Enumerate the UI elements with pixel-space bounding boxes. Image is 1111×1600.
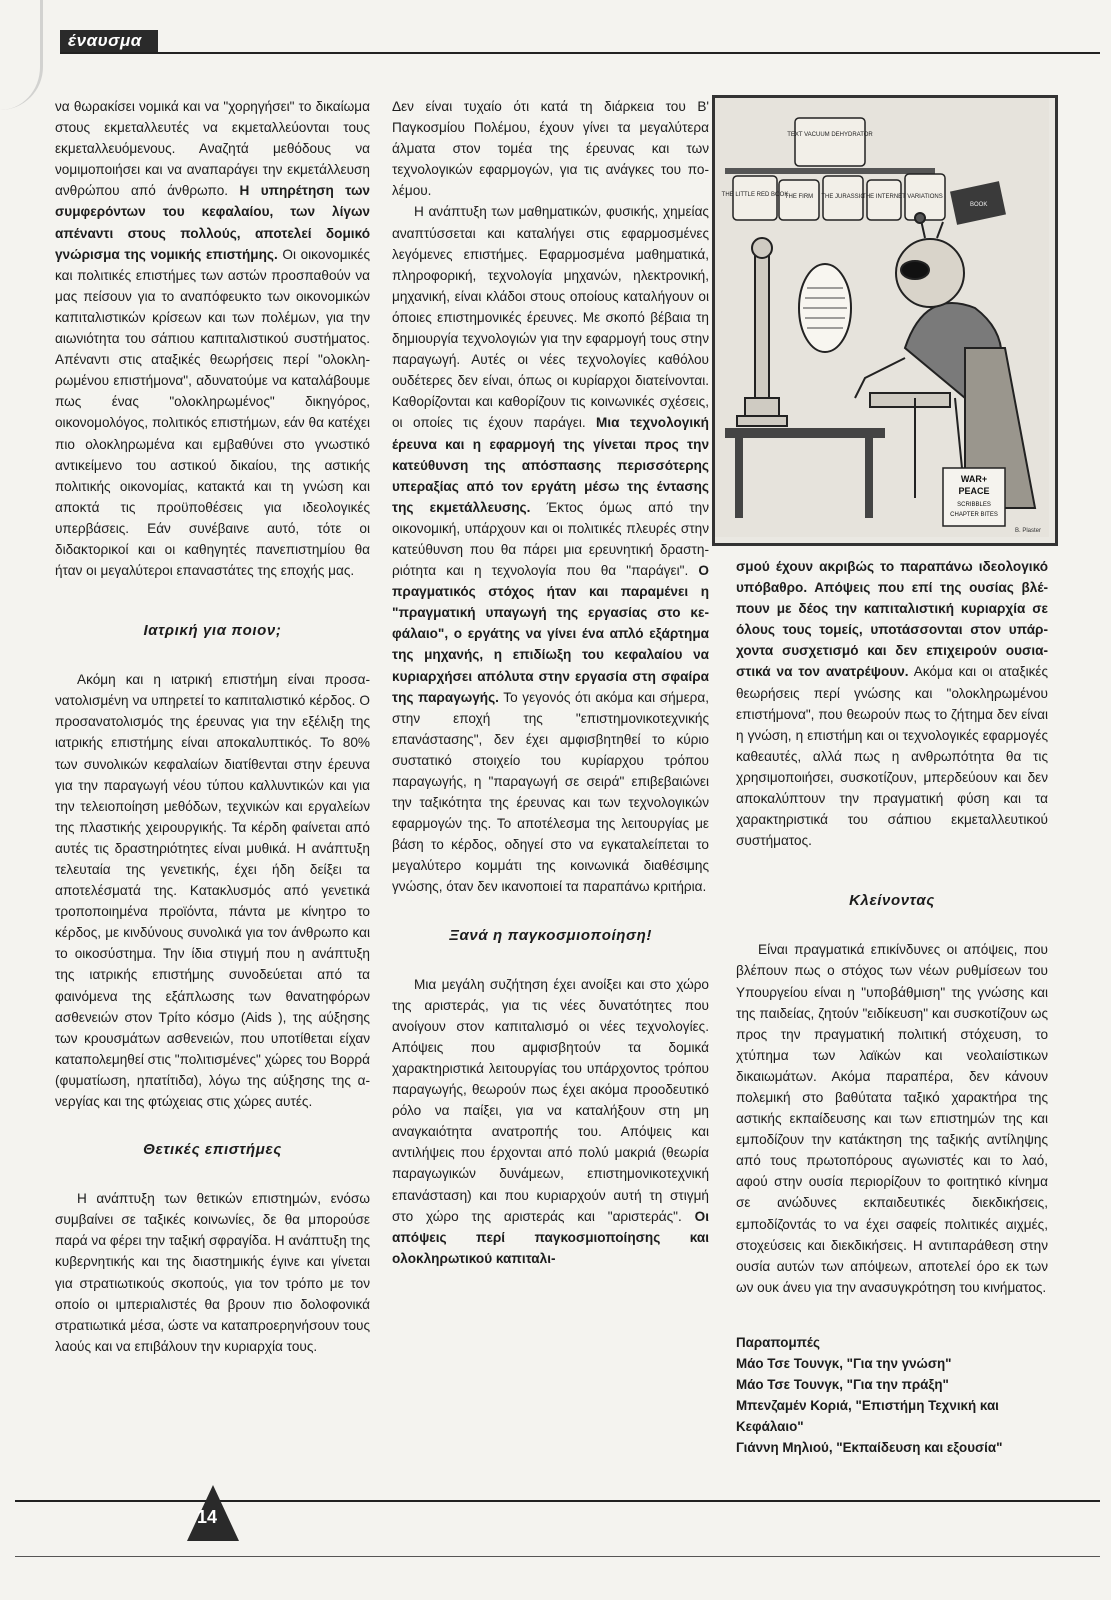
sign-text: SCRIBBLES [957, 502, 991, 508]
text-run-bold: σμού έχουν ακριβώς το παραπάνω ιδεολογικό υπόβαθρο. Απόψεις που επί της ουσίας βλέπουν με δέος την καπιταλιστική κυριαρχία σε όλους τους τομείς, υποτάσσονται στον υπάρχοντα συσχετισμό και δεν επιχειρούν ουσιαστικά να τον ανατρέψουν. [736, 559, 1048, 680]
paragraph: Η ανάπτυξη των θετικών επιστημών, ενόσω συμβαίνει σε ταξικές κοινωνίες, δε θα μπορούσε παρά να φέρει την ταξική σφραγίδα. Η ανάπτυξη της κυβερνητικής και της διαστημικής έγινε και γίνεται για στρατιωτικούς σκοπούς, για τον τρόπο με τον οποίο οι ιμπεριαλιστές θα βρουν πιο δολοφονικά στρατιωτικά μέσα, ώστε να καταπροερηνήσουν τους λαούς και να επιβάλουν την κυριαρχία τους. [55, 1191, 370, 1354]
text-run: Ακόμα και οι αταξικές θεωρήσεις περί γνώσης και "ολοκληρωμένου επιστήμονα", που θεωρούν πως το ζήτημα δεν είναι η γνώση, η επιστήμη και οι τεχνολογικές εφαρμογές καθεαυτές, αλλά πως η ανθρωπότητα θα τις χρησιμοποιήσει, συσκοτίζουν, μπερδεύουν και δεν αποκαλύπτουν την πραγματική φύση και τα χαρακτηριστικά του σάπιου εκμεταλλευτικού συστήματος. [736, 664, 1049, 849]
paragraph [392, 974, 709, 1269]
subheading-globalization: Ξανά η παγκοσμιοποίηση! [449, 926, 652, 944]
footer-rule [15, 1500, 1100, 1502]
sign-text: PEACE [958, 486, 990, 496]
subheading-medicine: Ιατρική για ποιον; [143, 622, 282, 640]
jar-label: THE JURASSIC [821, 194, 865, 200]
corner-decoration [0, 0, 43, 110]
text-run: Μια μεγάλη συζήτηση έχει ανοίξει και στο χώρο της αριστεράς, για τις νέες δυνατότητες που ανοίγουν στον καπιταλισμό οι νέες τεχνολογίες. Απόψεις που αμφισβητούν τα δομικά χαρακτηριστικά λειτουργίας του υπάρχοντος τρόπου παραγωγής, θεωρούν πως έχει ακόμα προοδευτικό ρόλο να παίξει, για να καταλήξουν στη μη αναγκαιότητα ανατροπής του. Απόψεις και αντιλήψεις που έρχονται από πολύ μακριά (θεωρία παραγωγικών δυνάμεων, επιστημονικοτεχνική επανάσταση) και που κυριαρχούν αυτή τη στιγμή στο χώρο της αριστεράς και "αριστεράς". [392, 976, 709, 1224]
cartoon-illustration [712, 95, 1058, 546]
column-2 [392, 96, 709, 1269]
jar-label: TEXT VACUUM DEHYDRATOR [787, 132, 873, 138]
text-run-bold: Οι απόψεις περί παγκοσμιοποίησης και ολοκληρωτικού καπιταλι- [392, 1208, 709, 1266]
jar-label: VARIATIONS [907, 194, 943, 200]
column-1 [55, 96, 370, 1357]
cartoon-drawing [715, 98, 1049, 537]
text-run-bold: Ο πραγματικός στόχος ήταν και παραμένει η "πραγματική υπαγωγή της εργασίας στο κεφάλαιο", ο εργάτης να γίνει ένα απλό εξάρτημα της μηχανής, η επιδίωξη του κεφαλαίου να κυριαρχήσει απόλυτα στην εργασία στη σφαίρα της παραγωγής. [392, 563, 709, 705]
reference-item: Μάο Τσε Τουνγκ, "Για την γνώση" [736, 1355, 952, 1371]
text-run-bold: Η υπηρέτηση των συμφερόντων του κεφαλαίου, των λίγων απέναντι στους πολλούς, αποτελεί δομικό γνώρισμα της νομικής επιστήμης. [55, 183, 370, 262]
reference-item: Γιάννη Μηλιού, "Εκπαίδευση και εξουσία" [736, 1439, 1003, 1455]
jar-label: THE FIRM [784, 194, 814, 200]
subheading-closing: Κλείνοντας [849, 892, 935, 910]
paragraph [392, 201, 709, 897]
jar-label: THE LITTLE RED BOOK [721, 192, 789, 198]
paragraph [55, 96, 370, 581]
text-run: Η ανάπτυξη των μαθηματικών, φυσικής, χημείας αναπτύσσεται και καταλήγει στις εφαρμοσμένες λεγόμενες επιστήμες. Εφαρμοσμένα μαθηματικά, πληροφορική, τεχνολογία μηχανών, ηλεκτρονική, μηχανική, είναι κλάδοι στους οποίους καταλήγουν οι όποιες επιστημονικές έρευνες. Με σκοπό βέβαια τη δημιουργία τεχνολογιών για την εφαρμογή τους στην παραγωγή. Αυτές οι νέες τεχνολογίες καθόλου ουδέτερες δεν είναι, όπως οι κυρίαρχοι διατείνονται. Καθορίζονται και καθορίζουν τις κοινωνικές σχέσεις, οι οποίες τις έχουν παράγει. [392, 204, 709, 431]
paragraph [736, 556, 1048, 851]
page-header [60, 30, 1100, 54]
sign-text: CHAPTER BITES [950, 512, 998, 518]
book-label: BOOK [970, 202, 988, 208]
section-tag: έναυσμα [60, 30, 158, 52]
footer-rule [15, 1556, 1100, 1557]
references-title: Παραπομπές [736, 1334, 820, 1350]
page-number: 14 [197, 1507, 218, 1527]
references [736, 1332, 1048, 1458]
artist-signature: B. Plaster [1015, 528, 1042, 534]
subheading-positive-sciences: Θετικές επιστήμες [143, 1141, 282, 1159]
paragraph: Δεν είναι τυχαίο ότι κατά τη διάρκεια του Β' Παγκοσμίου Πολέμου, έχουν γίνει τα μεγαλύτερα άλματα στον τομέα της έρευνας και των τεχνολογικών εφαρμογών, για τις ανάγκες του πολέμου. [392, 99, 709, 199]
sign-text: WAR+ [960, 474, 988, 484]
text-run-bold: Μια τεχνολογική έρευνα και η εφαρμογή της γίνεται προς την κατεύθυνση της απόσπασης περισσότερης υπεραξίας από τον εργάτη μέσω της έντασης της εκμετάλλευσης. [392, 415, 709, 515]
text-run: Το γεγονός ότι ακόμα και σήμερα, στην εποχή της "επιστημονικοτεχνικής επανάστασης", δεν έχει αμφισβητηθεί το κύριο συστατικό στοιχείο του κυρίαρχου τρόπου παραγωγής, η "παραγωγή σε σειρά" επιβεβαιώνει την ταξικότητα της έρευνας και των τεχνολογικών εφαρμογών της. Το αποτέλεσμα της λειτουργίας με βάση το κέρδος, οδηγεί στο να εγκαταλείπεται το μεγαλύτερο κομμάτι της κοινωνικά διαθέσιμης γνώσης, όταν δεν ικανοποιεί τα παραπάνω κριτήρια. [392, 689, 709, 895]
paragraph: Είναι πραγματικά επικίνδυνες οι απόψεις, που βλέπουν πως ο στόχος των νέων ρυθμίσεων του Υπουργείου είναι η "υποβάθμιση" της γνώσης και της παιδείας, ζητούν "ειδίκευση" και συσκοτίζουν ως προς την πραγματική πολιτική στόχευση, το χτύπημα των λαϊκών και νεολαιίστικων δικαιωμάτων. Ακόμα παραπέρα, δεν κάνουν πολεμική στο βαθύτατα ταξικό χαρακτήρα της αστικής εκπαίδευσης και των επιστημών της και εμποδίζουν την κατάκτηση της ταξικής αντίληψης από τους πρωτοπόρους αγωνιστές και το λαό, αφού στην ουσία περιορίζουν το φοιτητικό κίνημα σε ανώδυνες εκπαιδευτικές διεκδικήσεις, εμποδίζοντάς το να έχει σαφείς πολιτικές αιχμές, στοχεύσεις και διεκδικήσεις. Η αντιπαράθεση στην ουσία αυτών των απόψεων, αποτελεί όρο εκ των ων ουκ άνευ για την ανασυγκρότηση του κινήματος. [736, 942, 1048, 1295]
paragraph: Ακόμη και η ιατρική επιστήμη είναι προσανατολισμένη να υπηρετεί το καπιταλιστικό κέρδος. Ο προσανατολισμός της έρευνας για την εξέλιξη της ιατρικής επιστήμης είναι αποκαλυπτικός. Το 80% των συνολικών κεφαλαίων διατίθενται στην έρευνα για την παραγωγή νέου τύπου καλλυντικών και για την τελειοποίηση μεθόδων, τεχνικών και εργαλείων της πλαστικής χειρουργικής. Τα κέρδη φαίνεται από αυτές τις δραστηριότητες είναι μυθικά. Η ανάπτυξη τελευταία της γενετικής, έχει ήδη δείξει τα αποτελέσματά της. Κατακλυσμός από γενετικά τροποποιημένα προϊόντα, πάντα με κίνητρο το κέρδος, με κινδύνους συνολικά για τον άνθρωπο και το οικοσύστημα. Την ίδια στιγμή που η ανάπτυξη της ιατρικής επιστήμης συνοδεύεται από τα φαινόμενα της εξάπλωσης των θανατηφόρων ασθενειών στον Τρίτο κόσμο (Aids ), της αύξησης των κρουσμάτων ασθενειών, που υποτίθεται είχαν καταπολεμηθεί στις "πολιτισμένες" χώρες του Βορρά (φυματίωση, ηπατίτιδα), λόγω της αύξησης της ανεργίας και της φτώχειας στις χώρες αυτές. [55, 672, 371, 1110]
reference-item: Μπενζαμέν Κοριά, "Επιστήμη Τεχνική και Κεφάλαιο" [736, 1397, 999, 1434]
text-run: να θωρακίσει νομικά και να "χορηγήσει" το δικαίωμα στους εκμεταλλευτές να εκμεταλλεύονται τους εκμεταλλευόμενους. Αναζητά μεθόδους να νομιμοποιήσει και να αναπαράγει την εκμετάλλευση ανθρώπου από άνθρωπο. [55, 99, 370, 199]
reference-item: Μάο Τσε Τουνγκ, "Για την πράξη" [736, 1376, 949, 1392]
page-number-badge [185, 1483, 241, 1543]
text-run: Οι οικονομικές και πολιτικές επιστήμες των αστών προσπαθούν να μας πείσουν για το αναπόφευκτο των οικονομικών καπιταλιστικών κρίσεων και των πολέμων, για την αιωνιότητα του σάπιου καπιταλιστικού συστήματος. Απέναντι στις αταξικές θεωρήσεις περί "ολοκληρωμένου επιστήμονα", αδυνατούμε να καταλάβουμε πως ένας "ολοκληρωμένος" δικηγόρος, οικονομολόγος, πολιτικός επιστήμων, εάν θα κατέχει πιο ολοκληρωμένα και εμβαθύνει στο γνωστικό αντικείμενο του αστικού δικαίου, της αστικής πολιτικής οικονομίας, κατακτά και τη γνώση και αποκτά τις προϋποθέσεις για ιδεολογικές υπερβάσεις. Εάν συνέβαινε αυτό, τότε οι διδακτορικοί και οι καθηγητές πανεπιστημίου θα ήταν οι μεγαλύτεροι επαναστάτες της εποχής μας. [55, 246, 370, 579]
column-3 [736, 556, 1048, 1458]
text-run: Έκτος όμως από την οικονομική, υπάρχουν και οι πολιτικές πλευρές στην κατεύθυνση που θα πάρει μια ερευνητική δραστηριότητα και η τεχνολογία που θα "παράγει". [392, 499, 710, 579]
jar-label: THE INTERNET [862, 194, 906, 200]
